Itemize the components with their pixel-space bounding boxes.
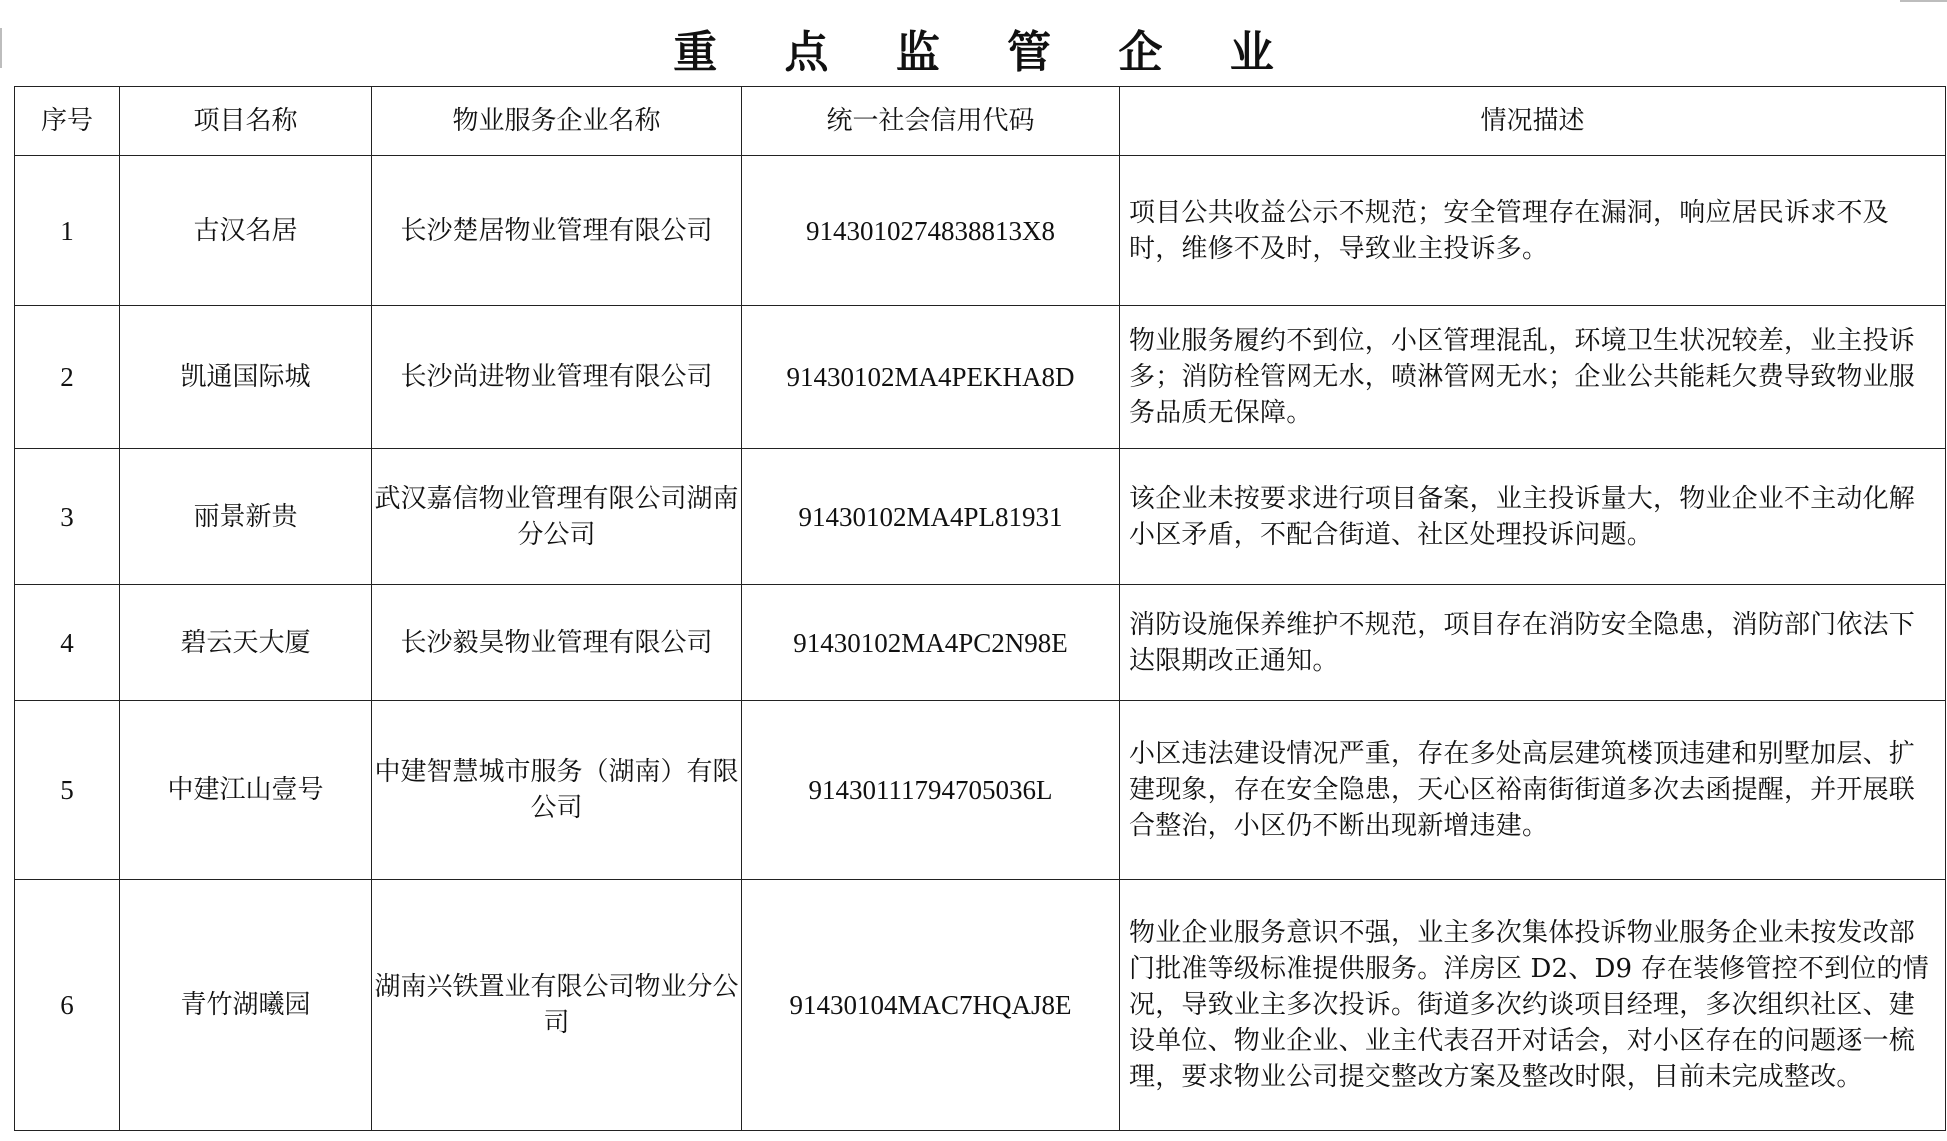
cell-description: 物业服务履约不到位，小区管理混乱，环境卫生状况较差，业主投诉多；消防栓管网无水，喷淋管网无水；企业公共能耗欠费导致物业服务品质无保障。 bbox=[1120, 306, 1946, 449]
header-description: 情况描述 bbox=[1120, 87, 1946, 156]
header-company-name: 物业服务企业名称 bbox=[372, 87, 742, 156]
cell-seq: 2 bbox=[15, 306, 120, 449]
cell-credit-code: 91430102MA4PL81931 bbox=[742, 449, 1120, 585]
cell-seq: 5 bbox=[15, 701, 120, 880]
table-row bbox=[15, 156, 1946, 306]
cell-credit-code: 91430102MA4PEKHA8D bbox=[742, 306, 1120, 449]
cell-description: 项目公共收益公示不规范；安全管理存在漏洞，响应居民诉求不及时，维修不及时，导致业主投诉多。 bbox=[1120, 156, 1946, 306]
cell-company-name: 长沙尚进物业管理有限公司 bbox=[372, 306, 742, 449]
table-row bbox=[15, 306, 1946, 449]
cell-project-name: 凯通国际城 bbox=[120, 306, 372, 449]
table-row bbox=[15, 880, 1946, 1131]
top-right-edge-mark bbox=[1900, 0, 1947, 2]
cell-credit-code: 91430111794705036L bbox=[742, 701, 1120, 880]
cell-project-name: 青竹湖曦园 bbox=[120, 880, 372, 1131]
cell-description: 消防设施保养维护不规范，项目存在消防安全隐患，消防部门依法下达限期改正通知。 bbox=[1120, 585, 1946, 701]
table-row bbox=[15, 585, 1946, 701]
cell-description: 物业企业服务意识不强，业主多次集体投诉物业服务企业未按发改部门批准等级标准提供服务。洋房区 D2、D9 存在装修管控不到位的情况，导致业主多次投诉。街道多次约谈项目经理，多次组织社区、建设单位、物业企业、业主代表召开对话会，对小区存在的问题逐一梳理，要求物业公司提交整改方案及整改时限，目前未完成整改。 bbox=[1120, 880, 1946, 1131]
cell-company-name: 长沙毅昊物业管理有限公司 bbox=[372, 585, 742, 701]
cell-seq: 4 bbox=[15, 585, 120, 701]
cell-credit-code: 91430104MAC7HQAJ8E bbox=[742, 880, 1120, 1131]
cell-description: 小区违法建设情况严重，存在多处高层建筑楼顶违建和别墅加层、扩建现象，存在安全隐患，天心区裕南街街道多次去函提醒，并开展联合整治，小区仍不断出现新增违建。 bbox=[1120, 701, 1946, 880]
header-row bbox=[15, 87, 1946, 156]
supervised-enterprises-table bbox=[14, 86, 1946, 1131]
table-row bbox=[15, 449, 1946, 585]
cell-project-name: 中建江山壹号 bbox=[120, 701, 372, 880]
cell-company-name: 湖南兴铁置业有限公司物业分公司 bbox=[372, 880, 742, 1131]
cell-seq: 6 bbox=[15, 880, 120, 1131]
table-row bbox=[15, 701, 1946, 880]
header-seq: 序号 bbox=[15, 87, 120, 156]
cell-project-name: 丽景新贵 bbox=[120, 449, 372, 585]
header-project-name: 项目名称 bbox=[120, 87, 372, 156]
cell-company-name: 中建智慧城市服务（湖南）有限公司 bbox=[372, 701, 742, 880]
cell-seq: 1 bbox=[15, 156, 120, 306]
cell-credit-code: 91430102MA4PC2N98E bbox=[742, 585, 1120, 701]
page-title: 重 点 监 管 企 业 bbox=[673, 27, 1300, 78]
cell-seq: 3 bbox=[15, 449, 120, 585]
cell-description: 该企业未按要求进行项目备案，业主投诉量大，物业企业不主动化解小区矛盾，不配合街道、社区处理投诉问题。 bbox=[1120, 449, 1946, 585]
cell-company-name: 武汉嘉信物业管理有限公司湖南分公司 bbox=[372, 449, 742, 585]
cell-company-name: 长沙楚居物业管理有限公司 bbox=[372, 156, 742, 306]
cell-project-name: 碧云天大厦 bbox=[120, 585, 372, 701]
header-credit-code: 统一社会信用代码 bbox=[742, 87, 1120, 156]
cell-project-name: 古汉名居 bbox=[120, 156, 372, 306]
cell-credit-code: 9143010274838813X8 bbox=[742, 156, 1120, 306]
